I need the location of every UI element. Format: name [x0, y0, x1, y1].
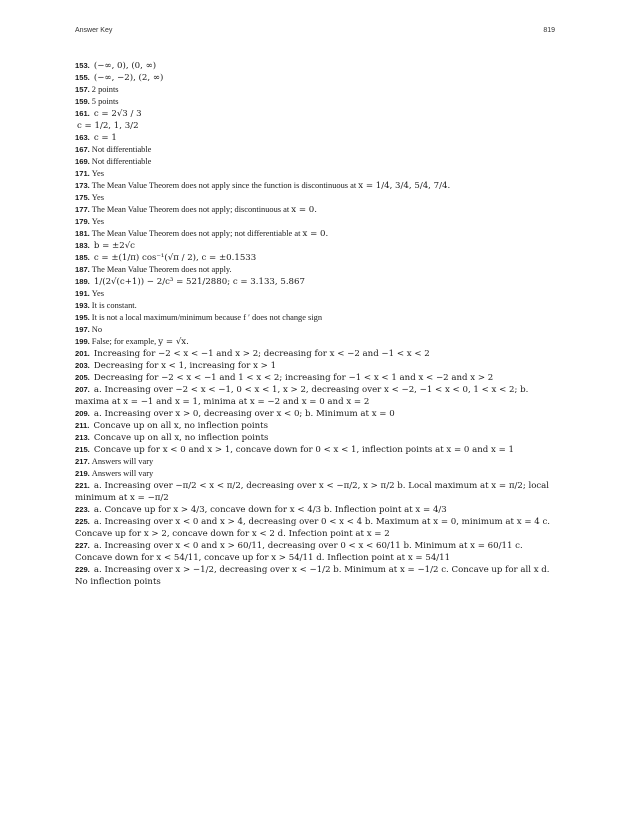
answer-entry: 183. b = ±2√c [75, 241, 135, 251]
answer-entry: 205. Decreasing for −2 < x < −1 and 1 < x < 2; increasing for −1 < x < 1 and x < −2 and x > 2 [75, 373, 494, 383]
answer-entry: 201. Increasing for −2 < x < −1 and x > 2; decreasing for x < −2 and −1 < x < 2 [75, 349, 430, 359]
answer-entry: 191. Yes [75, 289, 104, 298]
answer-entry: 153. (−∞, 0), (0, ∞) [75, 61, 157, 71]
answer-entry: 157. 2 points [75, 85, 119, 94]
answer-entry: 209. a. Increasing over x > 0, decreasing over x < 0; b. Minimum at x = 0 [75, 409, 395, 419]
page-number: 819 [543, 27, 555, 34]
answer-entry: 179. Yes [75, 217, 104, 226]
answer-entry: 167. Not differentiable [75, 145, 152, 154]
answer-entry: 213. Concave up on all x, no inflection points [75, 433, 269, 443]
answer-entry: 171. Yes [75, 169, 104, 178]
running-header-title: Answer Key [75, 27, 113, 34]
answer-entry: 187. The Mean Value Theorem does not apply. [75, 265, 232, 274]
answer-entry: 169. Not differentiable [75, 157, 152, 166]
answer-entry: 203. Decreasing for x < 1, increasing for x > 1 [75, 361, 277, 371]
answer-entry: 219. Answers will vary [75, 469, 154, 478]
answer-entry: 155. (−∞, −2), (2, ∞) [75, 73, 164, 83]
answer-entry: 199. False; for example, y = √x. [75, 337, 189, 347]
answer-entry: c = 1/2, 1, 3/2 [77, 121, 139, 131]
answer-entry: 207. a. Increasing over −2 < x < −1, 0 < x < 1, x > 2, decreasing over x < −2, −1 < x < 0, 1 < x < 2; b. maxima at x = −1 and x = 1, minima at x = −2 and x = 0 and x = 2 [75, 385, 529, 407]
answer-entry: 193. It is constant. [75, 301, 137, 310]
answer-entry: 173. The Mean Value Theorem does not apply since the function is discontinuous at x = 1/4, 3/4, 5/4, 7/4. [75, 181, 451, 191]
answer-entry: 229. a. Increasing over x > −1/2, decreasing over x < −1/2 b. Minimum at x = −1/2 c. Concave up for all x d. No inflection points [75, 565, 550, 587]
answer-entry: 181. The Mean Value Theorem does not apply; not differentiable at x = 0. [75, 229, 329, 239]
answer-entry: 197. No [75, 325, 103, 334]
answer-entry: 177. The Mean Value Theorem does not apply; discontinuous at x = 0. [75, 205, 317, 215]
answer-entry: 227. a. Increasing over x < 0 and x > 60/11, decreasing over 0 < x < 60/11 b. Minimum at x = 60/11 c. Concave down for x < 54/11, concave up for x > 54/11 d. Inflection point at x = 54/11 [75, 541, 523, 563]
answer-entry: 195. It is not a local maximum/minimum because f ′ does not change sign [75, 313, 323, 322]
answer-entry: 185. c = ±(1/π) cos⁻¹(√π / 2), c = ±0.1533 [75, 253, 257, 263]
answer-entry: 161. c = 2√3 / 3 [75, 109, 142, 119]
answer-entry: 217. Answers will vary [75, 457, 154, 466]
answer-entry: 223. a. Concave up for x > 4/3, concave down for x < 4/3 b. Inflection point at x = 4/3 [75, 505, 447, 515]
answer-entry: 221. a. Increasing over −π/2 < x < π/2, decreasing over x < −π/2, x > π/2 b. Local maximum at x = π/2; local minimum at x = −π/2 [75, 481, 550, 503]
answer-entry: 163. c = 1 [75, 133, 117, 143]
answer-entry: 189. 1/(2√(c+1)) − 2/c³ = 521/2880; c = 3.133, 5.867 [75, 277, 305, 287]
answer-list [75, 60, 560, 588]
answer-entry: 159. 5 points [75, 97, 119, 106]
answer-entry: 175. Yes [75, 193, 104, 202]
answer-entry: 211. Concave up on all x, no inflection points [75, 421, 269, 431]
answer-entry: 225. a. Increasing over x < 0 and x > 4, decreasing over 0 < x < 4 b. Maximum at x = 0, minimum at x = 4 c. Concave up for x > 2, concave down for x < 2 d. Infection point at x = 2 [75, 517, 550, 539]
answer-entry: 215. Concave up for x < 0 and x > 1, concave down for 0 < x < 1, inflection points at x = 0 and x = 1 [75, 445, 514, 455]
